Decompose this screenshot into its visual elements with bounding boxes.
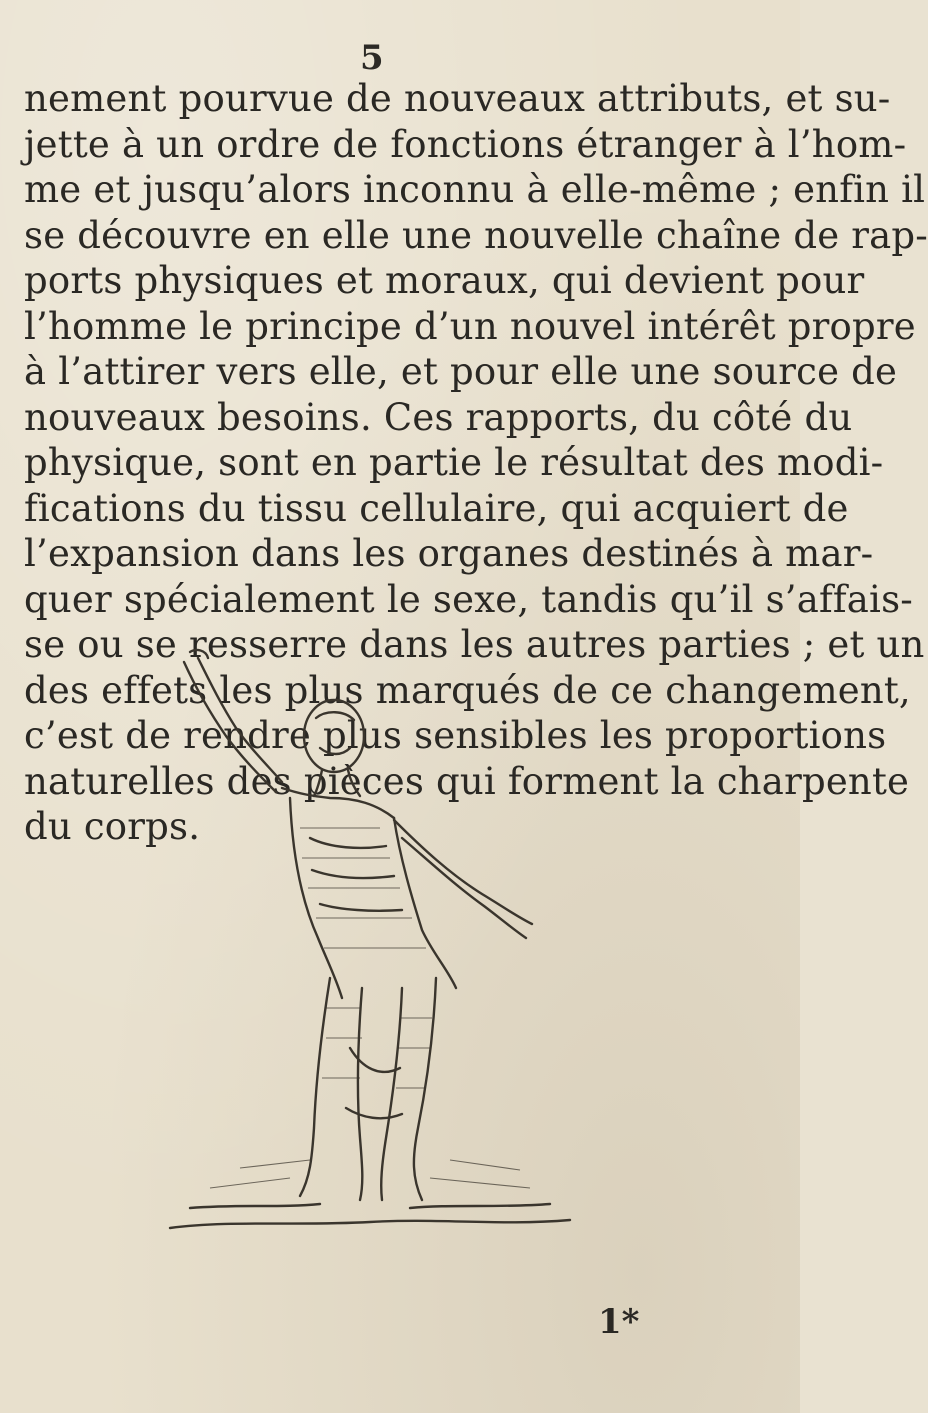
text-line: du corps. bbox=[24, 805, 201, 848]
ground-line bbox=[170, 1220, 570, 1228]
head bbox=[304, 700, 364, 772]
text-line: me et jusqu’alors inconnu à elle-même ; enfin il bbox=[24, 168, 926, 211]
page-number: 1* bbox=[598, 1302, 640, 1342]
text-line: des effets les plus marqués de ce changement, bbox=[24, 668, 911, 712]
raised-arm bbox=[198, 658, 282, 782]
text-line: quer spécialement le sexe, tandis qu’il s’affais- bbox=[24, 577, 913, 621]
text-line: l’expansion dans les organes destinés à mar- bbox=[24, 532, 874, 575]
text-line: physique, sont en partie le résultat des modi- bbox=[24, 441, 884, 484]
text-line: l’homme le principe d’un nouvel intérêt propre bbox=[24, 304, 916, 348]
text-line: fications du tissu cellulaire, qui acquiert de bbox=[24, 486, 849, 530]
text-line: nouveaux besoins. Ces rapports, du côté du bbox=[24, 395, 853, 439]
text-line: c’est de rendre plus sensibles les proportions bbox=[24, 714, 887, 757]
text-line: nement pourvue de nouveaux attributs, et su- bbox=[24, 77, 891, 120]
left-leg bbox=[300, 978, 330, 1196]
text-line: jette à un ordre de fonctions étranger à l’hom- bbox=[24, 122, 907, 166]
right-leg bbox=[414, 978, 436, 1200]
text-line: naturelles des pièces qui forment la charpente bbox=[24, 759, 910, 803]
text-line: à l’attirer vers elle, et pour elle une source de bbox=[24, 350, 898, 393]
text-line: ports physiques et moraux, qui devient pour bbox=[24, 259, 865, 302]
text-line: se ou se resserre dans les autres parties ; et un bbox=[24, 623, 925, 666]
page-top-mark: 5 bbox=[360, 38, 384, 78]
text-line: se découvre en elle une nouvelle chaîne de rap- bbox=[24, 213, 928, 257]
engraved-figure-illustration bbox=[150, 648, 590, 1248]
